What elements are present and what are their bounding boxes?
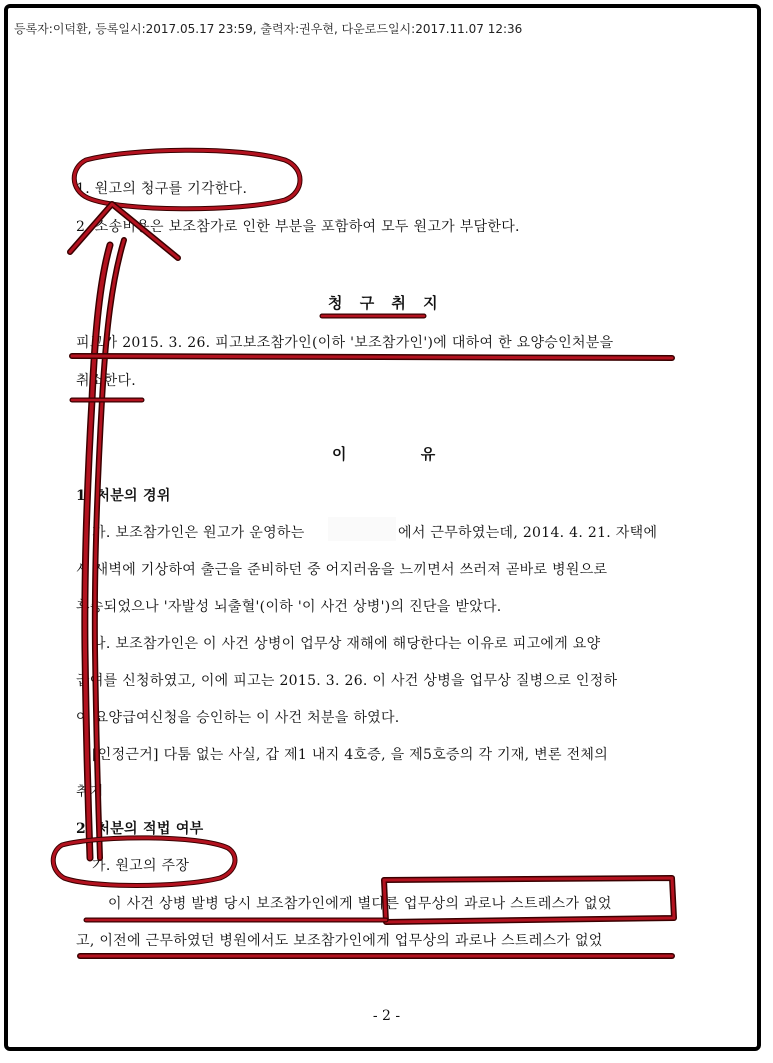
print-header: 등록자:이덕환, 등록일시:2017.05.17 23:59, 출력자:권우현, 다운로드일시:2017.11.07 12:36 [14,22,523,36]
section-1-line-2: 서 새벽에 기상하여 출근을 준비하던 중 어지러움을 느끼면서 쓰러져 곧바로 병원으로 [76,562,608,578]
claim-line-2: 취소한다. [76,373,137,389]
section-2-line-1: 이 사건 상병 발병 당시 보조참가인에게 별다른 업무상의 과로나 스트레스가 없었 [108,896,612,912]
section-1-line-1b: 에서 근무하였는데, 2014. 4. 21. 자택에 [398,525,658,541]
section-1-line-1a: 가. 보조참가인은 원고가 운영하는 [92,525,305,541]
page-number: - 2 - [372,1008,401,1024]
section-1-heading: 1. 처분의 경위 [76,488,171,504]
section-1-line-6: 여 요양급여신청을 승인하는 이 사건 처분을 하였다. [76,710,400,726]
section-2-subheading: 가. 원고의 주장 [92,858,190,874]
section-1-evidence: [인정근거] 다툼 없는 사실, 갑 제1 내지 4호증, 을 제5호증의 각 기재, 변론 전체의 [92,747,609,763]
order-item-1: 1. 원고의 청구를 기각한다. [76,181,248,197]
claim-line-1: 피고가 2015. 3. 26. 피고보조참가인(이하 '보조참가인')에 대하여 한 요양승인처분을 [76,335,614,351]
redacted-block [328,517,396,541]
reasons-title: 이 유 [332,445,438,463]
claim-title: 청 구 취 지 [328,294,444,312]
section-1-line-8: 취지 [76,784,104,800]
section-2-line-2: 고, 이전에 근무하였던 병원에서도 보조참가인에게 업무상의 과로나 스트레스가 없었 [76,933,603,949]
section-2-heading: 2. 처분의 적법 여부 [76,821,204,837]
section-1-line-3: 후송되었으나 '자발성 뇌출혈'(이하 '이 사건 상병')의 진단을 받았다. [76,599,502,615]
section-1-line-5: 급여를 신청하였고, 이에 피고는 2015. 3. 26. 이 사건 상병을 업무상 질병으로 인정하 [76,673,618,689]
order-item-2: 2. 소송비용은 보조참가로 인한 부분을 포함하여 모두 원고가 부담한다. [76,219,520,235]
section-1-line-4: 나. 보조참가인은 이 사건 상병이 업무상 재해에 해당한다는 이유로 피고에게 요양 [92,636,601,652]
